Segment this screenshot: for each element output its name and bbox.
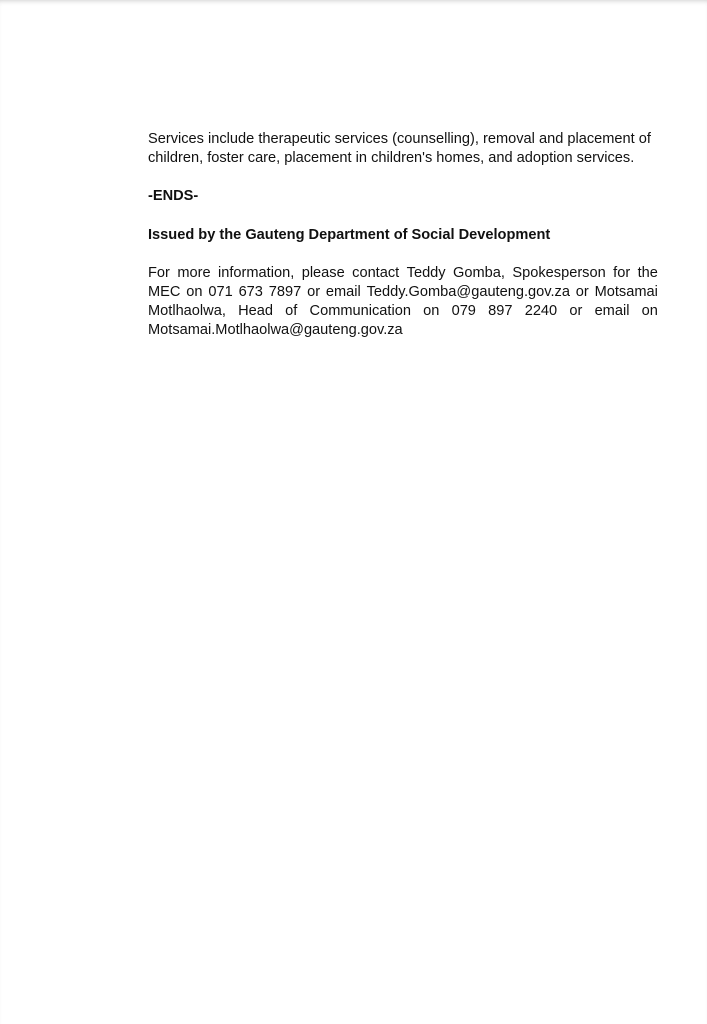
word: information,	[218, 264, 295, 281]
word: or	[307, 284, 321, 301]
contact-line-4: Motsamai.Motlhaolwa@gauteng.gov.za	[148, 322, 403, 339]
word: on	[186, 284, 203, 301]
contact-paragraph	[148, 264, 658, 341]
word: 2240	[524, 303, 558, 320]
word: Head	[238, 303, 273, 320]
word: 7897	[268, 284, 302, 301]
word: the	[637, 264, 658, 281]
word: or	[569, 303, 583, 320]
ends-marker: -ENDS-	[148, 188, 199, 205]
word: Motsamai	[594, 284, 658, 301]
contact-line-1	[148, 264, 658, 283]
word: of	[285, 303, 298, 320]
word: Gomba,	[453, 264, 505, 281]
word: please	[301, 264, 345, 281]
word: more	[177, 264, 211, 281]
word: email	[594, 303, 630, 320]
services-line-1-text: Services include therapeutic services (counselling), removal and placement of	[148, 131, 651, 147]
word: For	[148, 264, 170, 281]
services-line-2: children, foster care, placement in children's homes, and adoption services.	[148, 150, 635, 167]
word: MEC	[148, 284, 181, 301]
word: or	[575, 284, 589, 301]
word: contact	[352, 264, 400, 281]
contact-line-2	[148, 283, 658, 302]
word: Teddy	[406, 264, 446, 281]
word: Communication	[309, 303, 411, 320]
word: 673	[238, 284, 263, 301]
word: Teddy.Gomba@gauteng.gov.za	[366, 284, 570, 301]
services-line-1	[148, 130, 658, 149]
word: email	[325, 284, 361, 301]
contact-line-3	[148, 302, 658, 321]
word: 897	[488, 303, 513, 320]
word: on	[641, 303, 658, 320]
word: on	[423, 303, 440, 320]
word: for	[613, 264, 631, 281]
document-body	[148, 130, 658, 341]
word: 079	[451, 303, 476, 320]
issued-by-heading: Issued by the Gauteng Department of Social Development	[148, 226, 551, 243]
word: Motlhaolwa,	[148, 303, 226, 320]
word: Spokesperson	[512, 264, 606, 281]
word: 071	[208, 284, 233, 301]
services-paragraph	[148, 130, 658, 168]
